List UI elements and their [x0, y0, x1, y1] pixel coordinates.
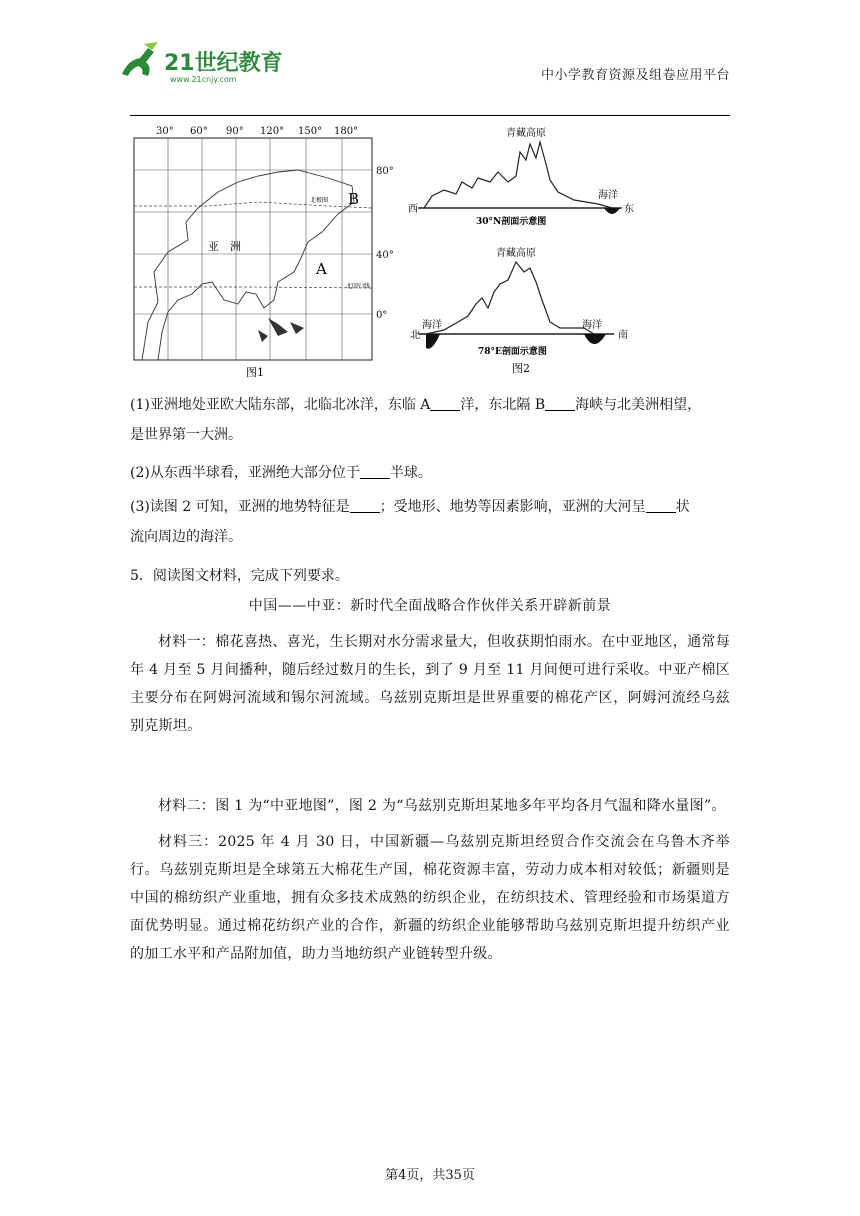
figure2-profiles	[398, 122, 648, 384]
label-tropic: 北回归线	[346, 283, 371, 290]
question-5: 5．阅读图文材料，完成下列要求。	[130, 568, 349, 584]
logo-url: www.21cnjy.com	[170, 75, 237, 84]
bottom-ocean-right: 海洋	[582, 320, 602, 331]
page-footer: 第4页，共35页	[385, 1168, 475, 1183]
map-label-a: A	[316, 260, 327, 278]
material-1: 材料一：棉花喜热、喜光，生长期对水分需求量大，但收获期怕雨水。在中亚地区，通常每年 4 月至 5 月间播种，随后经过数月的生长，到了 9 月至 11 月间便可进行采收。中亚产棉区主要分布在阿姆河流域和锡尔河流域。乌兹别克斯坦是世界重要的棉花产区，阿姆河流经乌兹别克斯坦。	[130, 634, 730, 734]
top-profile-label: 30°N剖面示意图	[476, 217, 547, 227]
material-title: 中国——中亚：新时代全面战略合作伙伴关系开辟新前景	[248, 598, 612, 614]
bottom-profile-title: 青藏高原	[496, 248, 536, 259]
material-2: 材料二：图 1 为“中亚地图”，图 2 为“乌兹别克斯坦某地多年平均各月气温和降水量图”。	[158, 798, 726, 814]
map-label-asia: 亚 洲	[208, 240, 241, 253]
lon-label: 150°	[298, 126, 323, 137]
answer-blank[interactable]	[360, 464, 390, 479]
figure1-asia-map	[128, 122, 398, 384]
bottom-profile-label: 78°E剖面示意图	[478, 347, 547, 357]
lat-label: 0°	[376, 310, 388, 321]
page-header	[118, 40, 730, 116]
lat-label: 80°	[376, 166, 394, 177]
top-profile-title: 青藏高原	[506, 128, 546, 139]
answer-blank[interactable]	[545, 396, 575, 411]
bottom-ocean-left: 海洋	[422, 320, 442, 331]
logo-text: 21世纪教育	[164, 51, 283, 76]
figure1-caption: 图1	[246, 366, 264, 379]
lon-label: 120°	[260, 126, 285, 137]
question-2: (2)从东西半球看，亚洲绝大部分位于 半球。	[130, 465, 432, 481]
bottom-south: 南	[618, 330, 628, 341]
top-ocean: 海洋	[598, 190, 618, 201]
logo-21cnjy	[118, 40, 288, 90]
header-rule	[130, 115, 730, 116]
question-1: (1)亚洲地处亚欧大陆东部，北临北冰洋，东临 A 洋，东北隔 B 海峡与北美洲相望， 是世界第一大洲。	[130, 397, 702, 443]
bottom-north: 北	[410, 330, 420, 341]
lat-label: 40°	[376, 250, 394, 261]
lon-label: 60°	[190, 126, 208, 137]
map-label-b: B	[348, 190, 360, 208]
question-3: (3)读图 2 可知，亚洲的地势特征是 ；受地形、地势等因素影响，亚洲的大河呈 状 流向周边的海洋。	[130, 499, 690, 545]
label-arctic-circle: 北极圈	[310, 197, 329, 204]
lon-label: 90°	[226, 126, 244, 137]
answer-blank[interactable]	[350, 498, 380, 513]
top-west: 西	[408, 204, 418, 215]
top-east: 东	[624, 204, 634, 215]
answer-blank[interactable]	[646, 498, 676, 513]
figure2-caption: 图2	[512, 362, 530, 375]
lon-label: 180°	[334, 126, 359, 137]
platform-name: 中小学教育资源及组卷应用平台	[540, 68, 730, 83]
answer-blank[interactable]	[430, 396, 460, 411]
lon-label: 30°	[156, 126, 174, 137]
material-3: 材料三：2025 年 4 月 30 日，中国新疆—乌兹别克斯坦经贸合作交流会在乌鲁木齐举行。乌兹别克斯坦是全球第五大棉花生产国，棉花资源丰富，劳动力成本相对较低；新疆则是中国的棉纺织产业重地，拥有众多技术成熟的纺织企业，在纺织技术、管理经验和市场渠道方面优势明显。通过棉花纺织产业的合作，新疆的纺织企业能够帮助乌兹别克斯坦提升纺织产业的加工水平和产品附加值，助力当地纺织产业链转型升级。	[130, 834, 730, 962]
